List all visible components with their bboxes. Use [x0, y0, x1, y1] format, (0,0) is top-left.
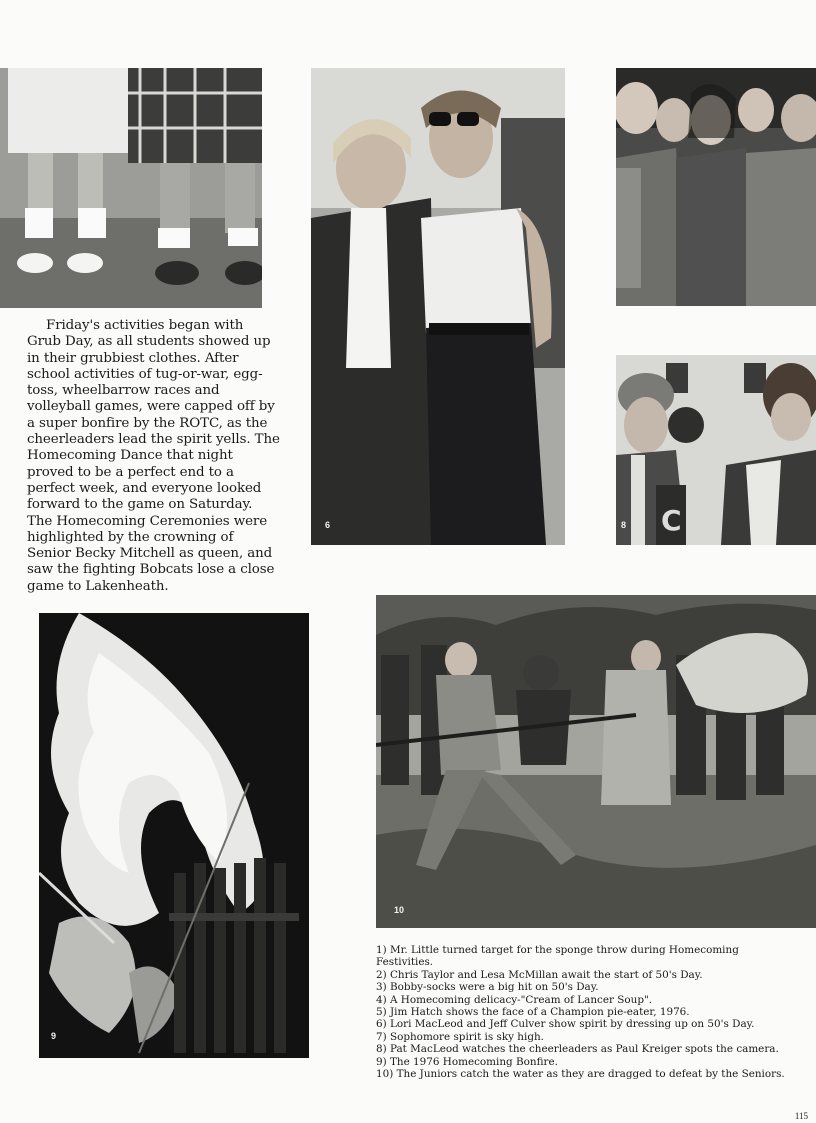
- photo-tug-of-war: [376, 595, 816, 928]
- photo-homecoming-bonfire: [39, 613, 309, 1058]
- caption-1: 1) Mr. Little turned target for the sponge throw during Homecoming Festivities.: [376, 944, 739, 969]
- caption-9: 9) The 1976 Homecoming Bonfire.: [376, 1055, 558, 1068]
- caption-5: 5) Jim Hatch shows the face of a Champion pie-eater, 1976.: [376, 1006, 690, 1019]
- caption-4: 4) A Homecoming delicacy-"Cream of Lancer Soup".: [376, 993, 653, 1006]
- svg-text:C: C: [661, 504, 682, 537]
- photo-bobby-socks: [0, 68, 262, 308]
- caption-list: [376, 944, 796, 1080]
- body-paragraph: Friday's activities began with Grub Day, as all students showed up in their grubbiest clothes. After school activities of tug-or-war, egg-toss, wheelbarrow races and volleyball games, were capped off by a super bonfire by the ROTC, as the cheerleaders lead the spirit yells. The Homecoming Dance that night proved to be a perfect end to a perfect week, and everyone looked forward to the game on Saturday. The Homecoming Ceremonies were highlighted by the crowning of Senior Becky Mitchell as queen, and saw the fighting Bobcats lose a close game to Lakenheath.: [27, 318, 280, 594]
- caption-2: 2) Chris Taylor and Lesa McMillan await the start of 50's Day.: [376, 968, 703, 981]
- photo-number-10: 10: [394, 905, 405, 915]
- photo-number-8: 8: [621, 520, 627, 530]
- caption-8: 8) Pat MacLeod watches the cheerleaders as Paul Kreiger spots the camera.: [376, 1043, 779, 1056]
- photo-number-9: 9: [51, 1031, 57, 1041]
- caption-7: 7) Sophomore spirit is sky high.: [376, 1030, 544, 1043]
- photo-couple-50s-day: [311, 68, 565, 545]
- photo-number-6: 6: [325, 520, 331, 530]
- photo-pat-macleod: [616, 355, 816, 545]
- caption-6: 6) Lori MacLeod and Jeff Culver show spirit by dressing up on 50's Day.: [376, 1018, 755, 1031]
- caption-10: 10) The Juniors catch the water as they are dragged to defeat by the Seniors.: [376, 1068, 785, 1081]
- caption-3: 3) Bobby-socks were a big hit on 50's Day.: [376, 981, 599, 994]
- page-number: 115: [794, 1111, 808, 1121]
- photo-sophomore-spirit: [616, 68, 816, 306]
